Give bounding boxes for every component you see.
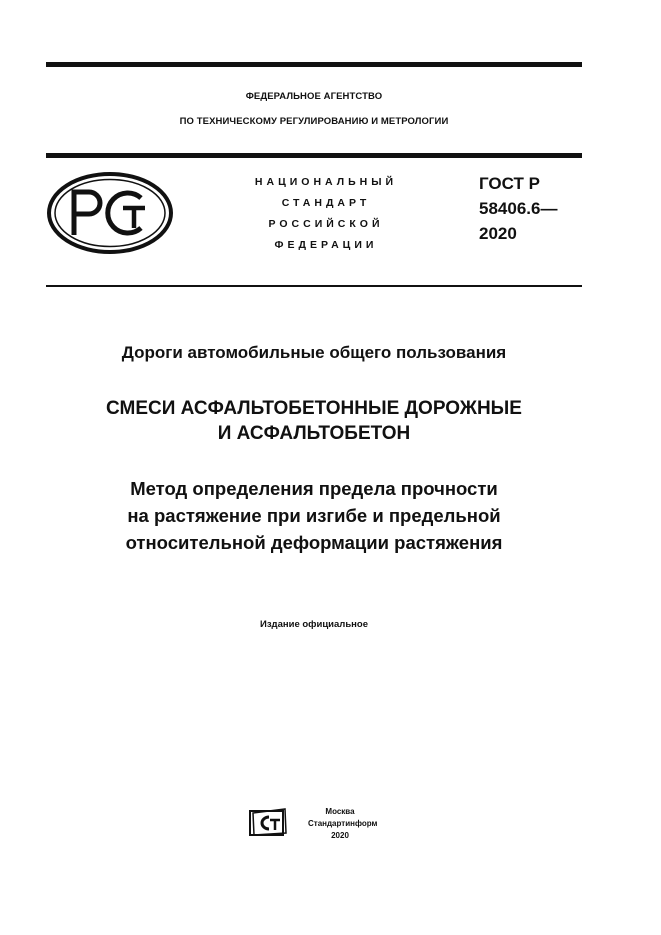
top-divider (46, 62, 582, 67)
subtitle-line-1: Метод определения предела прочности (130, 478, 498, 499)
publisher-city: Москва (325, 807, 355, 816)
middle-divider (46, 153, 582, 158)
subtitle-line-2: на растяжение при изгибе и предельной (127, 505, 501, 526)
publisher-name: Стандартинформ (308, 819, 378, 828)
title-line-1: СМЕСИ АСФАЛЬТОБЕТОННЫЕ ДОРОЖНЫЕ (106, 398, 522, 419)
national-standard-label (226, 172, 426, 256)
agency-line-1: ФЕДЕРАЛЬНОЕ АГЕНТСТВО (245, 91, 383, 102)
national-line-4: ФЕДЕРАЦИИ (274, 239, 378, 251)
national-line-1: НАЦИОНАЛЬНЫЙ (254, 176, 398, 188)
document-title (30, 396, 598, 446)
agency-line-2: ПО ТЕХНИЧЕСКОМУ РЕГУЛИРОВАНИЮ И МЕТРОЛОГИИ (179, 116, 449, 127)
publisher-year: 2020 (331, 831, 349, 840)
subtitle-line-3: относительной деформации растяжения (125, 532, 503, 553)
gost-r-logo-icon (47, 172, 173, 254)
standard-code (479, 171, 557, 246)
standard-code-line-2: 58406.6— (479, 199, 558, 218)
standard-code-line-3: 2020 (479, 224, 517, 243)
document-subject: Дороги автомобильные общего пользования (121, 343, 507, 362)
document-subtitle (30, 475, 598, 556)
bottom-divider (46, 285, 582, 287)
national-line-3: РОССИЙСКОЙ (268, 218, 384, 230)
standard-code-line-1: ГОСТ Р (479, 174, 540, 193)
title-line-2: И АСФАЛЬТОБЕТОН (217, 423, 411, 444)
standartinform-logo-icon (249, 808, 288, 837)
publisher-block (308, 806, 378, 842)
edition-label: Издание официальное (260, 619, 368, 630)
national-line-2: СТАНДАРТ (281, 197, 371, 209)
